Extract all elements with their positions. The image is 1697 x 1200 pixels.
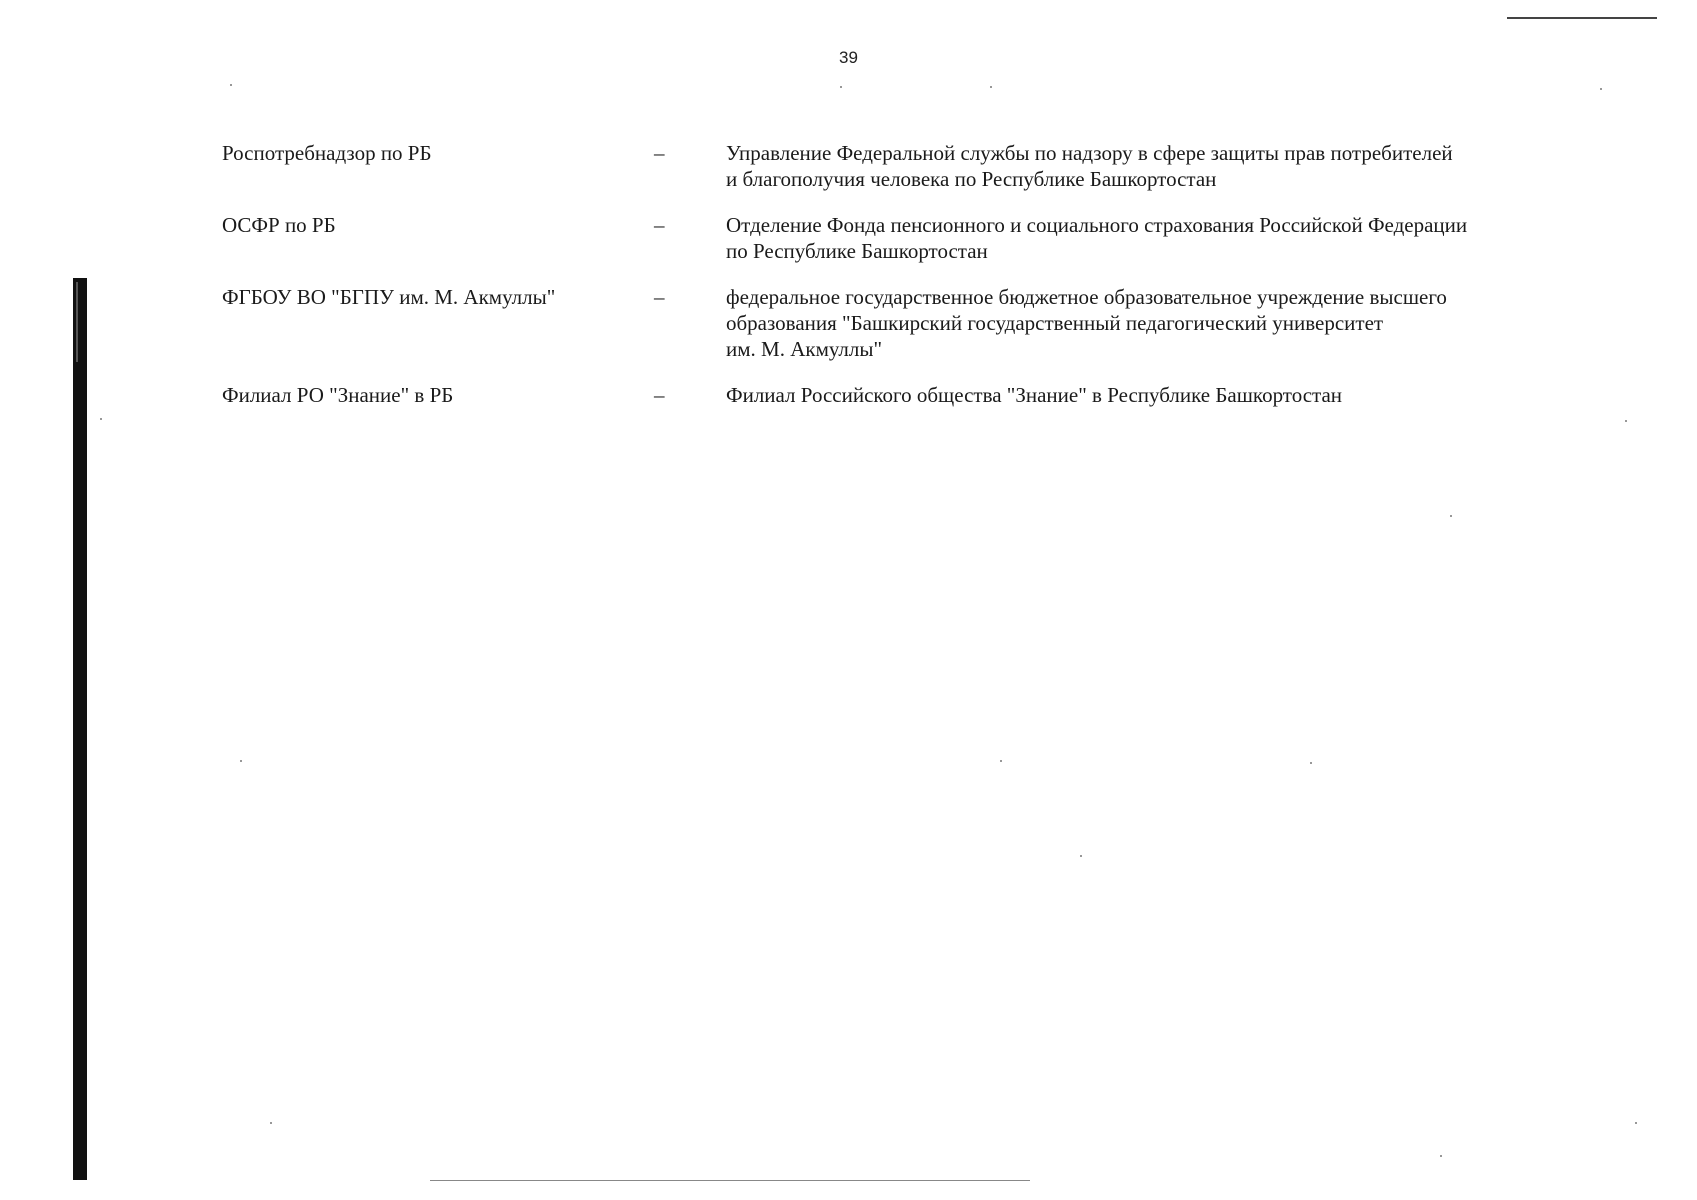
scan-binding-edge bbox=[76, 282, 78, 362]
scan-speck bbox=[1450, 515, 1452, 517]
abbreviation-dash: – bbox=[654, 141, 665, 165]
abbreviation-definition: Филиал Российского общества "Знание" в Республике Башкортостан bbox=[726, 383, 1343, 407]
abbreviation-definition: Отделение Фонда пенсионного и социального страхования Российской Федерации по Республике Башкортостан bbox=[726, 213, 1468, 263]
abbreviation-dash: – bbox=[654, 213, 665, 237]
abbreviation-dash: – bbox=[654, 285, 665, 309]
abbreviation-row bbox=[222, 140, 1542, 192]
scan-speck bbox=[240, 760, 242, 762]
abbreviation-definition: федеральное государственное бюджетное образовательное учреждение высшего образования "Башкирский государственный педагогический университет им. М. Акмуллы" bbox=[726, 285, 1447, 361]
scan-speck bbox=[1625, 420, 1627, 422]
abbreviation-definition: Управление Федеральной службы по надзору в сфере защиты прав потребителей и благополучия человека по Республике Башкортостан bbox=[726, 141, 1453, 191]
abbreviation-row bbox=[222, 284, 1542, 362]
page-number: 39 bbox=[839, 48, 858, 67]
scan-speck bbox=[990, 86, 992, 88]
scan-binding-shadow bbox=[73, 278, 87, 1180]
scan-speck bbox=[270, 1122, 272, 1124]
scan-speck bbox=[1310, 762, 1312, 764]
scan-speck bbox=[230, 84, 232, 86]
abbreviation-row bbox=[222, 382, 1542, 408]
scan-speck bbox=[1080, 855, 1082, 857]
abbreviation-term: Филиал РО "Знание" в РБ bbox=[222, 383, 454, 407]
scan-speck bbox=[840, 86, 842, 88]
scan-edge-line-top bbox=[1507, 17, 1657, 19]
abbreviation-dash: – bbox=[654, 383, 665, 407]
scan-speck bbox=[100, 418, 102, 420]
scan-speck bbox=[1600, 88, 1602, 90]
abbreviation-term: ОСФР по РБ bbox=[222, 213, 336, 237]
abbreviation-row bbox=[222, 212, 1542, 264]
scan-speck bbox=[1000, 760, 1002, 762]
abbreviation-term: ФГБОУ ВО "БГПУ им. М. Акмуллы" bbox=[222, 285, 556, 309]
abbreviation-list bbox=[222, 140, 1542, 428]
abbreviation-term: Роспотребнадзор по РБ bbox=[222, 141, 432, 165]
scan-edge-line-bottom bbox=[430, 1180, 1030, 1181]
scan-speck bbox=[1440, 1155, 1442, 1157]
scan-speck bbox=[1635, 1122, 1637, 1124]
